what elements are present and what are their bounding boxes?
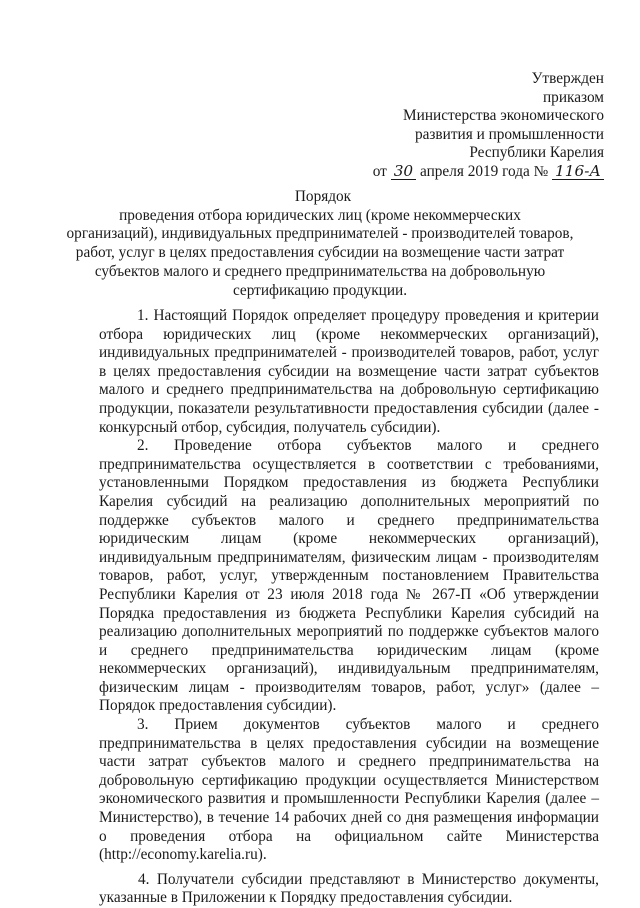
title-line: организаций), индивидуальных предпринимателей - производителей товаров, — [66, 225, 574, 243]
date-prefix: от — [372, 162, 387, 180]
paragraph-text: 1. Настоящий Порядок определяет процедуру проведения и критерии отбора юридических лиц (кроме некоммерческих организаций), индивидуальных предпринимателей - производителей товаров, работ, услуг в целях предоставления субсидии на возмещение части затрат субъектов малого и среднего предпринимательства на добровольную сертификацию продукции, показатели результативности предоставления субсидии (далее - конкурсный отбор, субсидия, получатель субсидии). — [99, 307, 599, 436]
paragraph-text: 3. Прием документов субъектов малого и среднего предпринимательства в целях предоставления субсидии на возмещение части затрат субъектов малого и среднего предпринимательства на добровольную сертификацию продукции осуществляется Министерством экономического развития и промышленности Республики Карелия (далее – Министерство), в течение 14 рабочих дней со дня размещения информации о проведения отбора на официальном сайте Министерства (http://economy.karelia.ru). — [99, 716, 599, 864]
paragraph-text: 2. Проведение отбора субъектов малого и среднего предпринимательства осуществляется в соответствии с требованиями, установленными Порядком предоставления из бюджета Республики Карелия субсидий на реализацию дополнительных мероприятий по поддержке субъектов малого и среднего предпринимательства юридическим лицам (кроме некоммерческих организаций), индивидуальным предпринимателям, физическим лицам - производителям товаров, работ, услуг, утвержденным постановлением Правительства Республики Карелия от 23 июля 2018 года № 267-П «Об утверждении Порядка предоставления из бюджета Республики Карелия субсидий на реализацию дополнительных мероприятий по поддержке субъектов малого и среднего предпринимательства юридическим лицам (кроме некоммерческих организаций), индивидуальным предпринимателям, физическим лицам - производителям товаров, работ, услуг» (далее – Порядок предоставления субсидии). — [99, 437, 599, 715]
handwritten-order-number: 116-А — [552, 164, 604, 180]
approval-line: Республики Карелия — [469, 144, 604, 161]
paragraph-4: 4. Получатели субсидии представляют в Министерство документы, указанные в Приложении к Порядку предоставления субсидии. — [99, 870, 599, 907]
title-line: сертификацию продукции. — [232, 281, 408, 299]
approval-date-line — [373, 163, 604, 182]
document-body — [99, 307, 599, 908]
document-title — [0, 188, 640, 300]
approval-line: Утвержден — [531, 70, 604, 87]
paragraph-1 — [99, 307, 599, 437]
approval-line: Министерства экономического — [403, 107, 604, 124]
paragraph-3 — [99, 716, 599, 865]
title-line: субъектов малого и среднего предпринимательства на добровольную — [94, 262, 546, 280]
title-line: проведения отбора юридических лиц (кроме некоммерческих — [119, 206, 521, 224]
paragraph-2 — [99, 437, 599, 716]
handwritten-day: 30 — [391, 164, 416, 180]
approval-line: развития и промышленности — [414, 125, 604, 143]
title-heading: Порядок — [294, 188, 352, 205]
approval-block — [373, 70, 604, 181]
date-middle: апреля 2019 года № — [420, 162, 549, 180]
approval-line: приказом — [542, 88, 604, 106]
title-line: работ, услуг в целях предоставления субсидии на возмещение части затрат — [75, 244, 565, 262]
